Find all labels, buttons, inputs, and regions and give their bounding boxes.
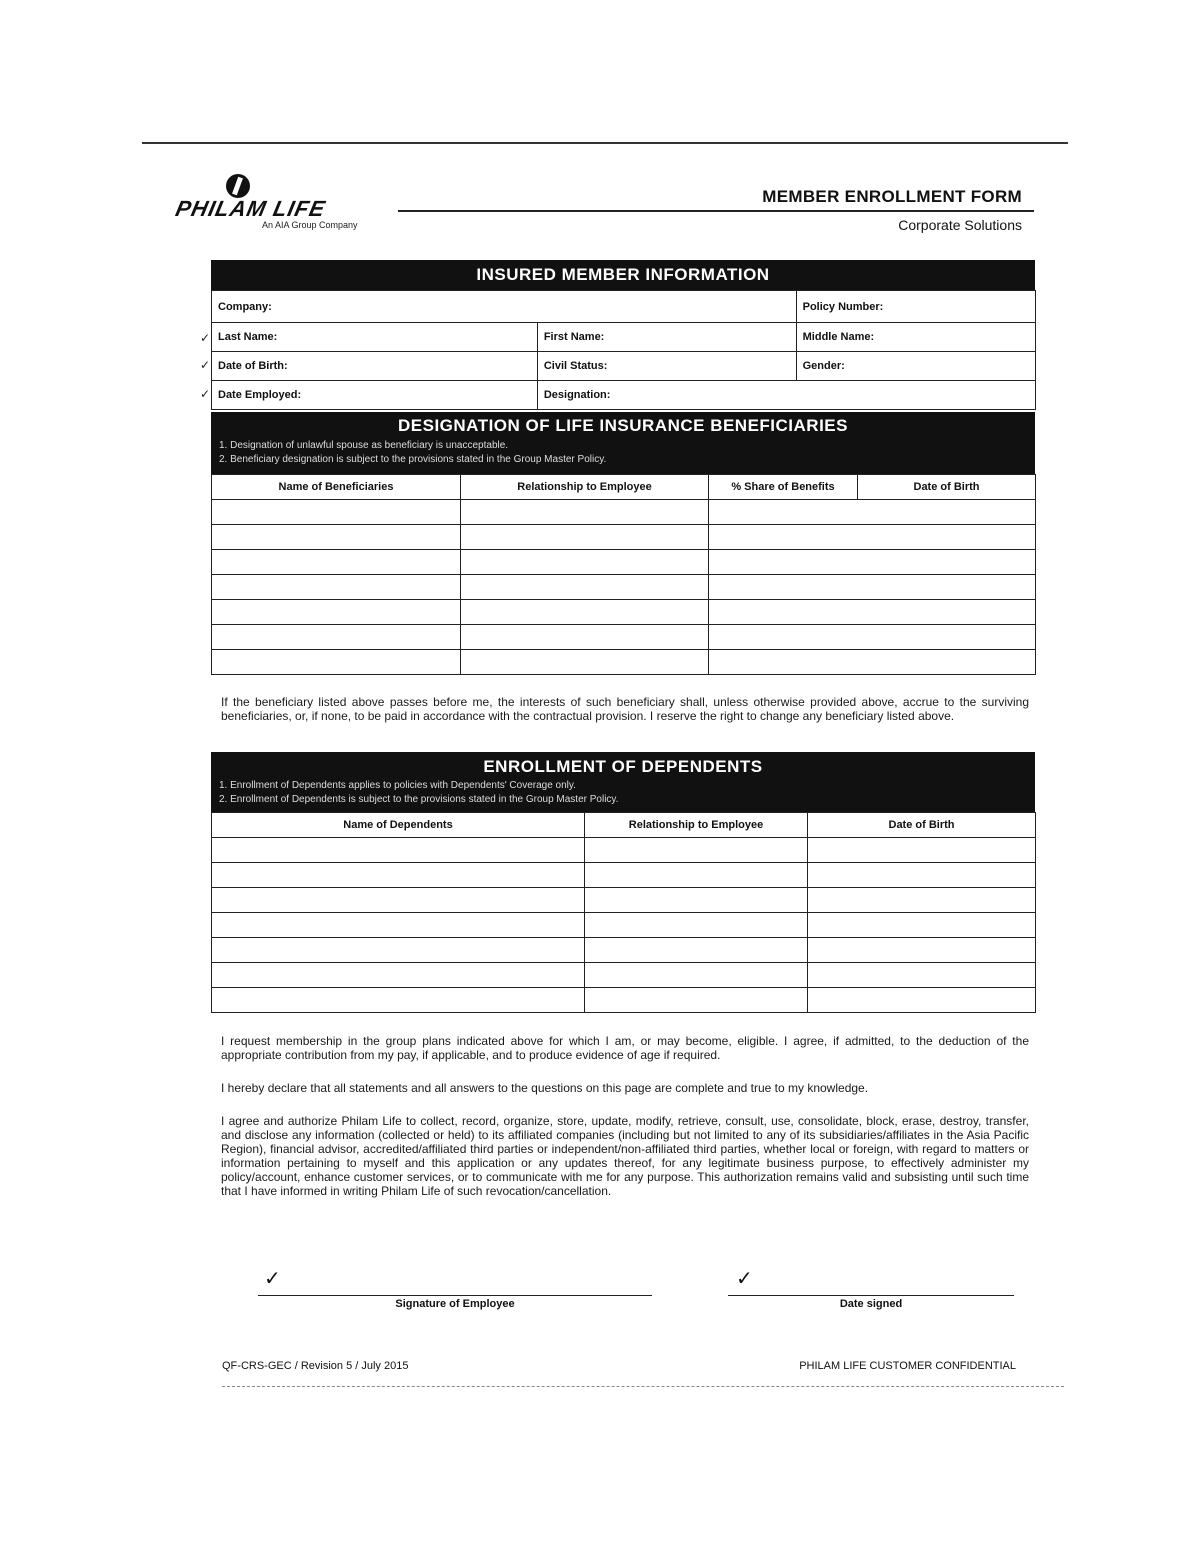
table-row [212, 838, 1036, 863]
check-mark-icon: ✓ [736, 1268, 753, 1290]
dependent-name-cell[interactable] [212, 988, 585, 1013]
beneficiary-share-cell[interactable] [709, 550, 1036, 575]
dependent-dob-cell[interactable] [808, 913, 1036, 938]
beneficiary-name-cell[interactable] [212, 600, 461, 625]
table-row [212, 888, 1036, 913]
beneficiary-share-cell[interactable] [709, 600, 1036, 625]
dependent-relationship-cell[interactable] [585, 863, 808, 888]
dependent-name-cell[interactable] [212, 888, 585, 913]
declaration-statement: I hereby declare that all statements and all answers to the questions on this page are complete and true to my knowledge. [221, 1081, 869, 1095]
dependent-dob-cell[interactable] [808, 863, 1036, 888]
col-dependent-relationship: Relationship to Employee [585, 813, 808, 838]
dependent-dob-cell[interactable] [808, 988, 1036, 1013]
dependents-table [211, 812, 1036, 1013]
dependent-dob-cell[interactable] [808, 938, 1036, 963]
designation-field[interactable]: Designation: [537, 381, 1035, 410]
table-row [212, 625, 1036, 650]
beneficiary-name-cell[interactable] [212, 550, 461, 575]
col-date-of-birth: Date of Birth [858, 475, 1036, 500]
check-mark-icon: ✓ [200, 331, 211, 345]
employee-signature-label: Signature of Employee [395, 1298, 515, 1310]
dependent-relationship-cell[interactable] [585, 938, 808, 963]
dependent-relationship-cell[interactable] [585, 838, 808, 863]
beneficiary-name-cell[interactable] [212, 500, 461, 525]
beneficiary-relationship-cell[interactable] [461, 575, 709, 600]
table-header-row [212, 813, 1036, 838]
civil-status-field[interactable]: Civil Status: [537, 352, 796, 381]
dependent-name-cell[interactable] [212, 913, 585, 938]
employee-signature-line[interactable] [258, 1295, 652, 1296]
dependent-relationship-cell[interactable] [585, 913, 808, 938]
date-signed-line[interactable] [728, 1295, 1014, 1296]
logo-tagline: An AIA Group Company [262, 220, 358, 230]
beneficiary-relationship-cell[interactable] [461, 500, 709, 525]
beneficiaries-note-2: 2. Beneficiary designation is subject to the provisions stated in the Group Master Policy. [219, 454, 607, 465]
dependents-section-title: ENROLLMENT OF DEPENDENTS [483, 757, 763, 776]
beneficiary-share-cell[interactable] [709, 500, 1036, 525]
table-row [212, 600, 1036, 625]
globe-icon [226, 174, 250, 198]
beneficiary-share-cell[interactable] [709, 625, 1036, 650]
dependent-relationship-cell[interactable] [585, 963, 808, 988]
table-row [212, 863, 1036, 888]
beneficiaries-table [211, 474, 1036, 675]
dependent-name-cell[interactable] [212, 938, 585, 963]
check-mark-icon: ✓ [264, 1268, 281, 1290]
beneficiary-relationship-cell[interactable] [461, 525, 709, 550]
middle-name-field[interactable]: Middle Name: [796, 323, 1035, 352]
company-field[interactable]: Company: [212, 291, 797, 323]
dependents-section-header [211, 752, 1035, 812]
date-of-birth-field[interactable]: Date of Birth: [212, 352, 538, 381]
dependent-relationship-cell[interactable] [585, 888, 808, 913]
insured-info-table [211, 290, 1036, 410]
col-share: % Share of Benefits [709, 475, 858, 500]
dependent-dob-cell[interactable] [808, 838, 1036, 863]
beneficiary-name-cell[interactable] [212, 650, 461, 675]
confidentiality-notice: PHILAM LIFE CUSTOMER CONFIDENTIAL [799, 1360, 1016, 1372]
table-row [212, 938, 1036, 963]
table-row [212, 650, 1036, 675]
beneficiary-clause: If the beneficiary listed above passes before me, the interests of such beneficiary shall, unless otherwise provided above, accrue to the surviving beneficiaries, or, if none, to be paid in accordance with the contractual provision. I reserve the right to change any beneficiary listed above. [221, 695, 1029, 723]
table-row [212, 575, 1036, 600]
gender-field[interactable]: Gender: [796, 352, 1035, 381]
col-dependent-dob: Date of Birth [808, 813, 1036, 838]
beneficiary-relationship-cell[interactable] [461, 600, 709, 625]
table-row [212, 988, 1036, 1013]
date-signed-label: Date signed [839, 1298, 903, 1310]
check-mark-icon: ✓ [200, 387, 211, 401]
form-code: QF-CRS-GEC / Revision 5 / July 2015 [222, 1360, 409, 1372]
table-header-row [212, 475, 1036, 500]
header-rule [398, 210, 1034, 212]
bottom-rule [222, 1386, 1064, 1387]
beneficiary-share-cell[interactable] [709, 650, 1036, 675]
policy-number-field[interactable]: Policy Number: [796, 291, 1035, 323]
membership-request: I request membership in the group plans indicated above for which I am, or may become, eligible. I agree, if admitted, to the deduction of the appropriate contribution from my pay, if applicable, and to produce evidence of age if required. [221, 1034, 1029, 1062]
col-dependent-name: Name of Dependents [212, 813, 585, 838]
beneficiary-name-cell[interactable] [212, 575, 461, 600]
dependent-relationship-cell[interactable] [585, 988, 808, 1013]
beneficiary-relationship-cell[interactable] [461, 625, 709, 650]
form-title: MEMBER ENROLLMENT FORM [762, 187, 1022, 206]
beneficiary-name-cell[interactable] [212, 525, 461, 550]
first-name-field[interactable]: First Name: [537, 323, 796, 352]
date-employed-field[interactable]: Date Employed: [212, 381, 538, 410]
table-row [212, 525, 1036, 550]
col-relationship: Relationship to Employee [461, 475, 709, 500]
beneficiary-share-cell[interactable] [709, 525, 1036, 550]
table-row [212, 500, 1036, 525]
beneficiary-share-cell[interactable] [709, 575, 1036, 600]
beneficiary-relationship-cell[interactable] [461, 650, 709, 675]
form-subtitle: Corporate Solutions [898, 217, 1022, 233]
dependents-note-1: 1. Enrollment of Dependents applies to policies with Dependents' Coverage only. [219, 780, 576, 791]
table-row [212, 963, 1036, 988]
beneficiaries-note-1: 1. Designation of unlawful spouse as beneficiary is unacceptable. [219, 440, 509, 451]
col-beneficiary-name: Name of Beneficiaries [212, 475, 461, 500]
table-row [212, 913, 1036, 938]
last-name-field[interactable]: Last Name: [212, 323, 538, 352]
top-rule [142, 142, 1068, 144]
dependent-name-cell[interactable] [212, 963, 585, 988]
dependent-dob-cell[interactable] [808, 963, 1036, 988]
beneficiary-relationship-cell[interactable] [461, 550, 709, 575]
beneficiaries-section-header [211, 412, 1035, 474]
data-privacy-consent: I agree and authorize Philam Life to collect, record, organize, store, update, modify, retrieve, consult, use, consolidate, block, erase, destroy, transfer, and disclose any information (collected or held) to its affiliated companies (including but not limited to any of its subsidiaries/affiliates in the Asia Pacific Region), financial advisor, accredited/affiliated third parties or independent/non-affiliated third parties, whether local or foreign, with regard to matters or information pertaining to myself and this application or any updates thereof, for any legitimate business purpose, to effectively administer my policy/account, enhance customer services, or to communicate with me for any purpose. This authorization remains valid and subsisting until such time that I have informed in writing Philam Life of such revocation/cancellation. [221, 1114, 1029, 1198]
insured-section-header [211, 260, 1035, 290]
logo-wordmark: PHILAM LIFE [173, 196, 328, 221]
check-mark-icon: ✓ [200, 358, 211, 372]
dependents-note-2: 2. Enrollment of Dependents is subject to the provisions stated in the Group Master Policy. [219, 794, 619, 805]
beneficiaries-section-title: DESIGNATION OF LIFE INSURANCE BENEFICIARIES [398, 416, 848, 435]
beneficiary-name-cell[interactable] [212, 625, 461, 650]
dependent-name-cell[interactable] [212, 838, 585, 863]
insured-section-title: INSURED MEMBER INFORMATION [476, 265, 770, 284]
dependent-name-cell[interactable] [212, 863, 585, 888]
dependent-dob-cell[interactable] [808, 888, 1036, 913]
philam-logo [173, 174, 396, 234]
table-row [212, 550, 1036, 575]
